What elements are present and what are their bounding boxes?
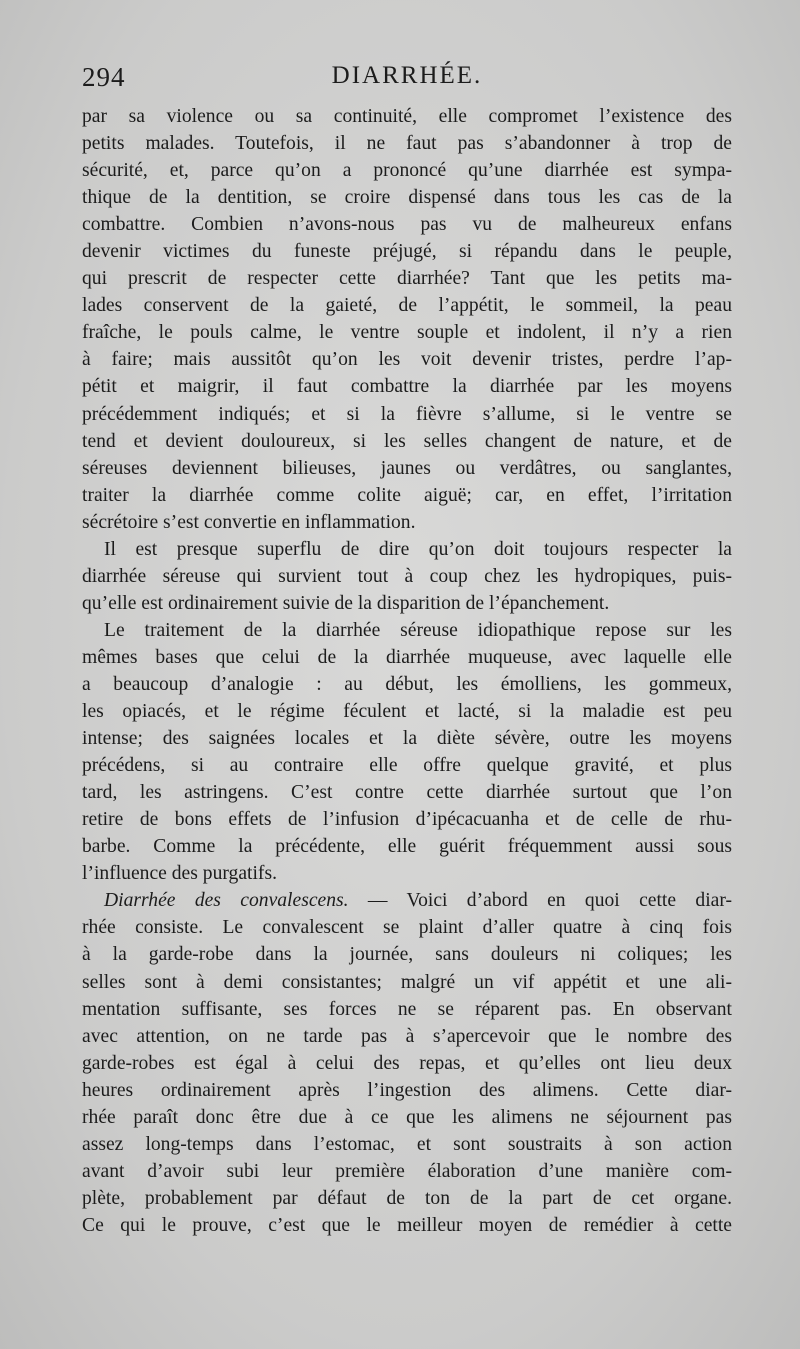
text-line: avec attention, on ne tarde pas à s’apercevoir que le nombre des — [82, 1025, 732, 1047]
text-line: heures ordinairement après l’ingestion des alimens. Cette diar- — [82, 1079, 732, 1101]
text-line: fraîche, le pouls calme, le ventre souple et indolent, il n’y a rien — [82, 322, 732, 344]
page-number: 294 — [82, 62, 126, 92]
text-line: assez long-temps dans l’estomac, et sont soustraits à son action — [82, 1133, 732, 1155]
paragraph-start: Le traitement de la diarrhée séreuse idiopathique repose sur les — [104, 619, 732, 641]
text-line: mêmes bases que celui de la diarrhée muqueuse, avec laquelle elle — [82, 646, 732, 668]
running-title: DIARRHÉE. — [331, 62, 483, 89]
text-line: l’influence des purgatifs. — [82, 863, 277, 885]
text-line: petits malades. Toutefois, il ne faut pas s’abandonner à trop de — [82, 133, 732, 155]
text-line: traiter la diarrhée comme colite aiguë; car, en effet, l’irritation — [82, 484, 732, 506]
text-line: devenir victimes du funeste préjugé, si répandu dans le peuple, — [82, 241, 732, 263]
text-line: thique de la dentition, se croire dispensé dans tous les cas de la — [82, 187, 732, 209]
text-line: précédens, si au contraire elle offre quelque gravité, et plus — [82, 755, 732, 777]
text-line: précédemment indiqués; et si la fièvre s’allume, si le ventre se — [82, 403, 732, 425]
text-line: rhée paraît donc être due à ce que les alimens ne séjournent pas — [82, 1106, 732, 1128]
text-line: retire de bons effets de l’infusion d’ipécacuanha et de celle de rhu- — [82, 809, 732, 831]
text-line: selles sont à demi consistantes; malgré un vif appétit et une ali- — [82, 971, 732, 993]
text-line: combattre. Combien n’avons-nous pas vu de malheureux enfans — [82, 214, 732, 236]
text-line: diarrhée séreuse qui survient tout à coup chez les hydropiques, puis- — [82, 565, 732, 587]
section-heading-continuation: — Voici d’abord en quoi cette diar- — [348, 890, 732, 912]
text-line: tend et devient douloureux, si les selles changent de nature, et de — [82, 430, 732, 452]
running-head — [82, 62, 732, 102]
text-line: garde-robes est égal à celui des repas, et qu’elles ont lieu deux — [82, 1052, 732, 1074]
text-line: rhée consiste. Le convalescent se plaint d’aller quatre à cinq fois — [82, 917, 732, 939]
paragraph-start: Il est presque superflu de dire qu’on doit toujours respecter la — [104, 538, 732, 560]
text-line: tard, les astringens. C’est contre cette diarrhée surtout que l’on — [82, 782, 732, 804]
text-line: plète, probablement par défaut de ton de la part de cet organe. — [82, 1187, 732, 1209]
text-line: par sa violence ou sa continuité, elle compromet l’existence des — [82, 106, 732, 127]
text-line: sécrétoire s’est convertie en inflammation. — [82, 511, 416, 533]
text-line: les opiacés, et le régime féculent et lacté, si la maladie est peu — [82, 701, 732, 723]
text-line: qu’elle est ordinairement suivie de la disparition de l’épanchement. — [82, 592, 610, 614]
text-line: mentation suffisante, ses forces ne se réparent pas. En observant — [82, 998, 732, 1020]
text-line: séreuses deviennent bilieuses, jaunes ou verdâtres, ou sanglantes, — [82, 457, 732, 479]
text-line: avant d’avoir subi leur première élaboration d’une manière com- — [82, 1160, 732, 1182]
text-line: qui prescrit de respecter cette diarrhée? Tant que les petits ma- — [82, 268, 732, 290]
text-line: Ce qui le prouve, c’est que le meilleur moyen de remédier à cette — [82, 1214, 732, 1236]
text-line: intense; des saignées locales et la diète sévère, outre les moyens — [82, 728, 732, 750]
body-text — [82, 103, 732, 1239]
text-line: sécurité, et, parce qu’on a prononcé qu’une diarrhée est sympa- — [82, 160, 732, 182]
text-line: lades conservent de la gaieté, de l’appétit, le sommeil, la peau — [82, 295, 732, 317]
text-line: a beaucoup d’analogie : au début, les émolliens, les gommeux, — [82, 673, 732, 695]
text-line: à la garde-robe dans la journée, sans douleurs ni coliques; les — [82, 944, 732, 966]
text-line: barbe. Comme la précédente, elle guérit fréquemment aussi sous — [82, 836, 732, 858]
text-line: pétit et maigrir, il faut combattre la diarrhée par les moyens — [82, 376, 732, 398]
section-heading-line — [82, 887, 732, 914]
text-line: à faire; mais aussitôt qu’on les voit devenir tristes, perdre l’ap- — [82, 349, 732, 371]
section-heading: Diarrhée des convalescens. — [104, 890, 349, 912]
